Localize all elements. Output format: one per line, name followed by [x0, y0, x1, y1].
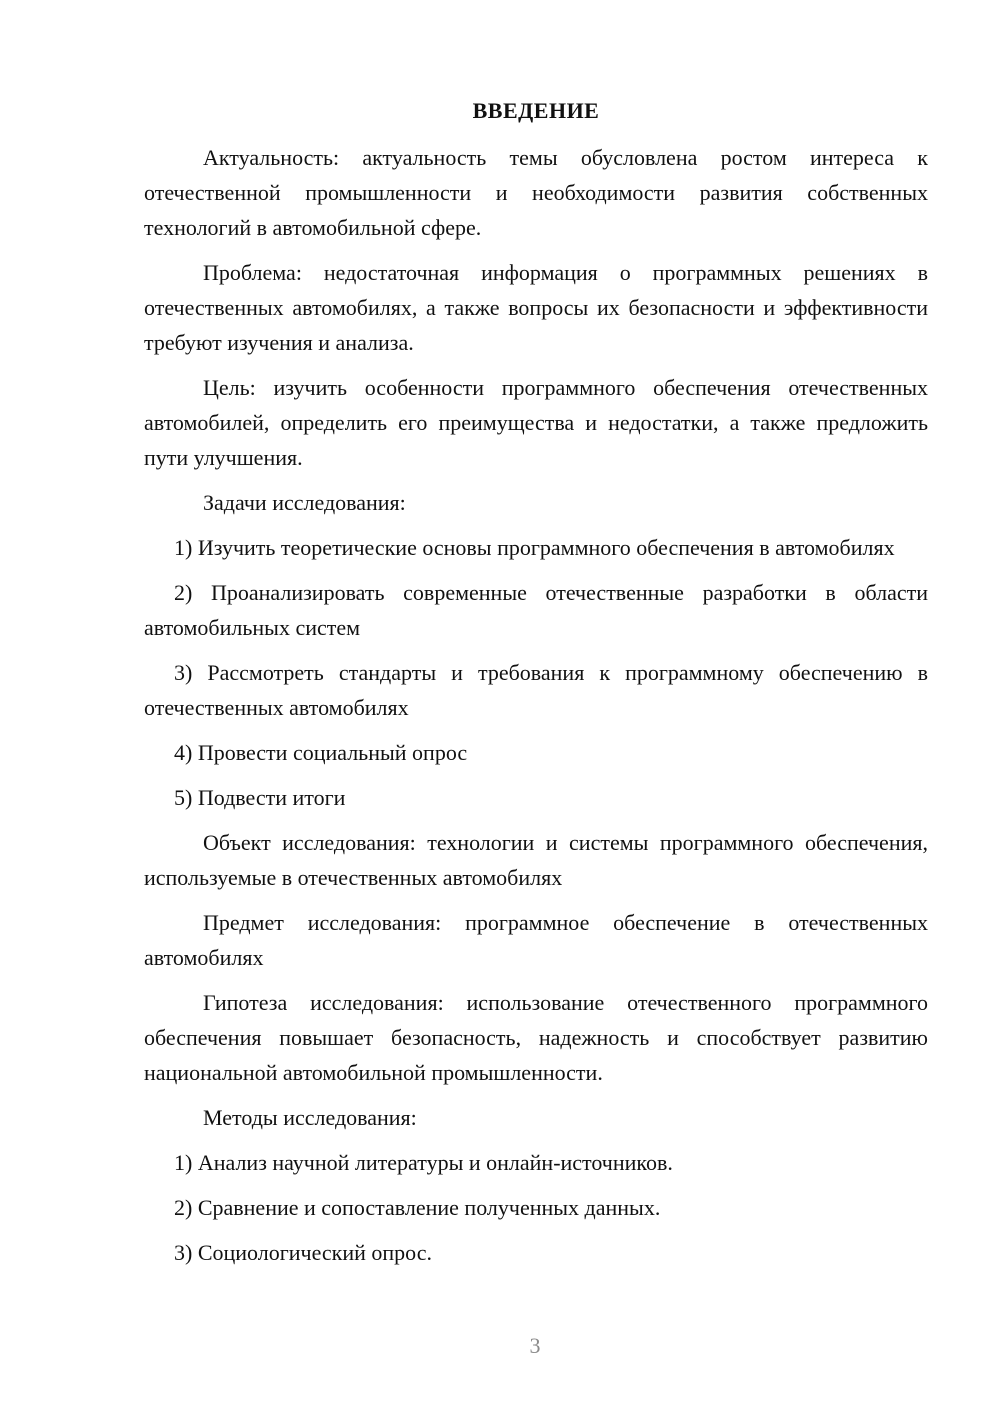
tasks-heading: Задачи исследования: — [203, 490, 406, 515]
methods-heading: Методы исследования: — [203, 1105, 417, 1130]
problem-paragraph: Проблема: недостаточная информация о программных решениях в отечественных автомобилях, а также вопросы их безопасности и эффективности требуют изучения и анализа. — [144, 260, 928, 355]
object-paragraph: Объект исследования: технологии и системы программного обеспечения, используемые в отечественных автомобилях — [144, 830, 928, 890]
task-item-2: 2) Проанализировать современные отечественные разработки в области автомобильных систем — [144, 580, 928, 640]
method-item-2: 2) Сравнение и сопоставление полученных данных. — [174, 1195, 661, 1220]
page-title: ВВЕДЕНИЕ — [472, 98, 600, 123]
method-item-1: 1) Анализ научной литературы и онлайн-источников. — [174, 1150, 673, 1175]
goal-paragraph: Цель: изучить особенности программного обеспечения отечественных автомобилей, определить его преимущества и недостатки, а также предложить пути улучшения. — [144, 375, 928, 470]
task-item-4: 4) Провести социальный опрос — [174, 740, 468, 765]
task-item-5: 5) Подвести итоги — [174, 785, 346, 810]
task-item-3: 3) Рассмотреть стандарты и требования к программному обеспечению в отечественных автомобилях — [144, 660, 928, 720]
subject-paragraph: Предмет исследования: программное обеспечение в отечественных автомобилях — [144, 910, 928, 970]
page-number: 3 — [529, 1333, 541, 1358]
document-page — [144, 96, 928, 1280]
method-item-3: 3) Социологический опрос. — [174, 1240, 432, 1265]
task-item-1: 1) Изучить теоретические основы программного обеспечения в автомобилях — [174, 535, 895, 560]
relevance-paragraph: Актуальность: актуальность темы обусловлена ростом интереса к отечественной промышленности и необходимости развития собственных технологий в автомобильной сфере. — [144, 145, 928, 240]
hypothesis-paragraph: Гипотеза исследования: использование отечественного программного обеспечения повышает безопасность, надежность и способствует развитию национальной автомобильной промышленности. — [144, 990, 928, 1085]
